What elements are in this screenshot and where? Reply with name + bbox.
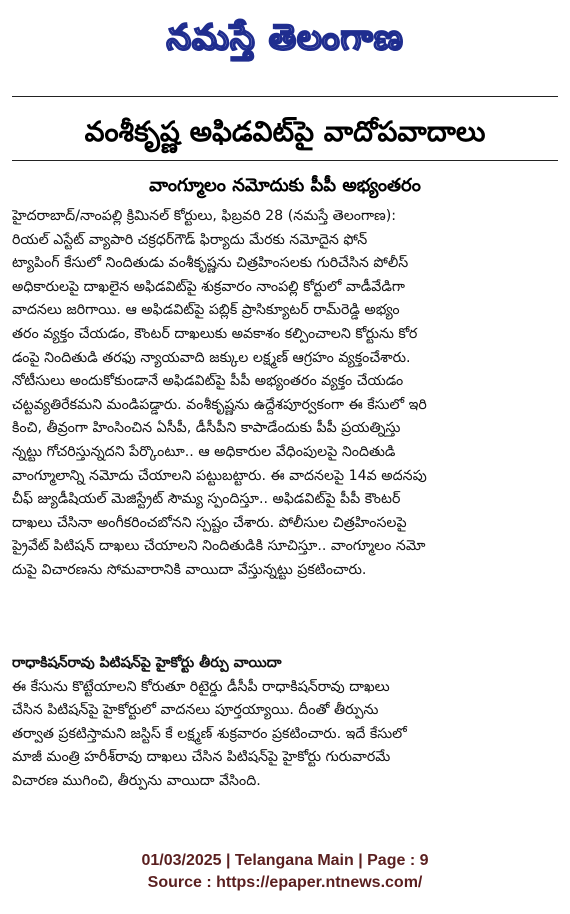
article-section [12,652,558,794]
article-headline: వంశీకృష్ణ అఫిడవిట్‌పై వాదోపవాదాలు [84,115,486,148]
text-line: మాజీ మంత్రి హరీశ్‌రావు దాఖలు చేసిన పిటిషన్‌పై హైకోర్టు గురువారమే [12,749,391,766]
article-subheadline: వాంగ్మూలం నమోదుకు పీపీ అభ్యంతరం [149,175,421,196]
text-line: ట్యాపింగ్ కేసులో నిందితుడు వంశీకృష్ణను చిత్రహింసలకు గురిచేసిన పోలీస్ [12,255,409,272]
text-line: న్నట్టు గోచరిస్తున్నదని పేర్కొంటూ.. ఆ అధికారుల వేధింపులపై నిందితుడి [12,443,396,460]
text-line: కించి, తీవ్రంగా హింసించిన ఏసీపీ, డీసీపీని కాపాడేందుకు పీపీ ప్రయత్నిస్తు [12,420,401,437]
text-line: నోటీసులు అందుకోకుండానే అఫిడవిట్‌పై పీపీ అభ్యంతరం వ్యక్తం చేయడం [12,373,404,390]
text-line: దుపై విచారణను సోమవారానికి వాయిదా వేస్తున్నట్టు ప్రకటించారు. [12,561,367,578]
section-heading: రాధాకిషన్‌రావు పిటిషన్‌పై హైకోర్టు తీర్పు వాయిదా [12,655,282,671]
text-line: తర్వాత ప్రకటిస్తామని జస్టిస్ కే లక్ష్మణ్ శుక్రవారం ప్రకటించారు. ఇదే కేసులో [12,725,407,742]
text-line: వాంగ్మూలాన్ని నమోదు చేయాలని పట్టుబట్టారు. ఈ వాదనలపై 14వ అదనపు [12,467,427,484]
newspaper-masthead [0,0,570,82]
text-line: రియల్ ఎస్టేట్ వ్యాపారి చక్రధర్‌గౌడ్ ఫిర్యాదు మేరకు నమోదైన ఫోన్ [12,231,368,248]
article-body [12,205,558,583]
text-line: దాఖలు చేసినా అంగీకరించబోనని స్పష్టం చేశారు. పోలీసుల చిత్రహింసలపై [12,514,407,531]
text-line: వాదనలు జరిగాయి. ఆ అఫిడవిట్‌పై పబ్లిక్ ప్రాసిక్యూటర్ రామ్‌రెడ్డి అభ్యం [12,302,400,319]
masthead-logo: నమస్తే తెలంగాణ [166,18,404,58]
text-line: చీఫ్ జ్యుడీషియల్ మెజిస్ట్రేట్ సౌమ్య స్పందిస్తూ.. అఫిడవిట్‌పై పీపీ కౌంటర్ [12,491,401,508]
text-line: హైదరాబాద్/నాంపల్లి క్రిమినల్ కోర్టులు, ఫిబ్రవరి 28 (నమస్తే తెలంగాణ): [12,208,397,224]
text-line: ప్రైవేట్ పిటిషన్ దాఖలు చేయాలని నిందితుడికి సూచిస్తూ.. వాంగ్మూలం నమో [12,538,426,555]
divider-top [12,96,558,97]
text-line: చేసిన పిటిషన్‌పై హైకోర్టులో వాదనలు పూర్తయ్యాయి. దీంతో తీర్పును [12,702,379,719]
text-line: విచారణ ముగించి, తీర్పును వాయిదా వేసింది. [12,772,261,789]
text-line: డంపై నిందితుడి తరఫు న్యాయవాది జక్కుల లక్ష్మణ్ ఆగ్రహం వ్యక్తంచేశారు. [12,349,411,366]
text-line: చట్టవ్యతిరేకమని మండిపడ్డారు. వంశీకృష్ణను ఉద్దేశపూర్వకంగా ఈ కేసులో ఇరి [12,396,427,413]
text-line: ఈ కేసును కొట్టేయాలని కోరుతూ రిటైర్డు డీసీపీ రాధాకిషన్‌రావు దాఖలు [12,678,390,695]
section-body [12,676,558,794]
text-line: అధికారులపై దాఖలైన అఫిడవిట్‌పై శుక్రవారం నాంపల్లి కోర్టులో వాడీవేడిగా [12,278,405,295]
footer-date-page: 01/03/2025 | Telangana Main | Page : 9 [141,852,429,869]
text-line: తరం వ్యక్తం చేయడం, కౌంటర్ దాఖలుకు అవకాశం కల్పించాలని కోర్టును కోర [12,325,418,342]
footer-source: Source : https://epaper.ntnews.com/ [147,874,423,891]
divider-headline [12,160,558,161]
